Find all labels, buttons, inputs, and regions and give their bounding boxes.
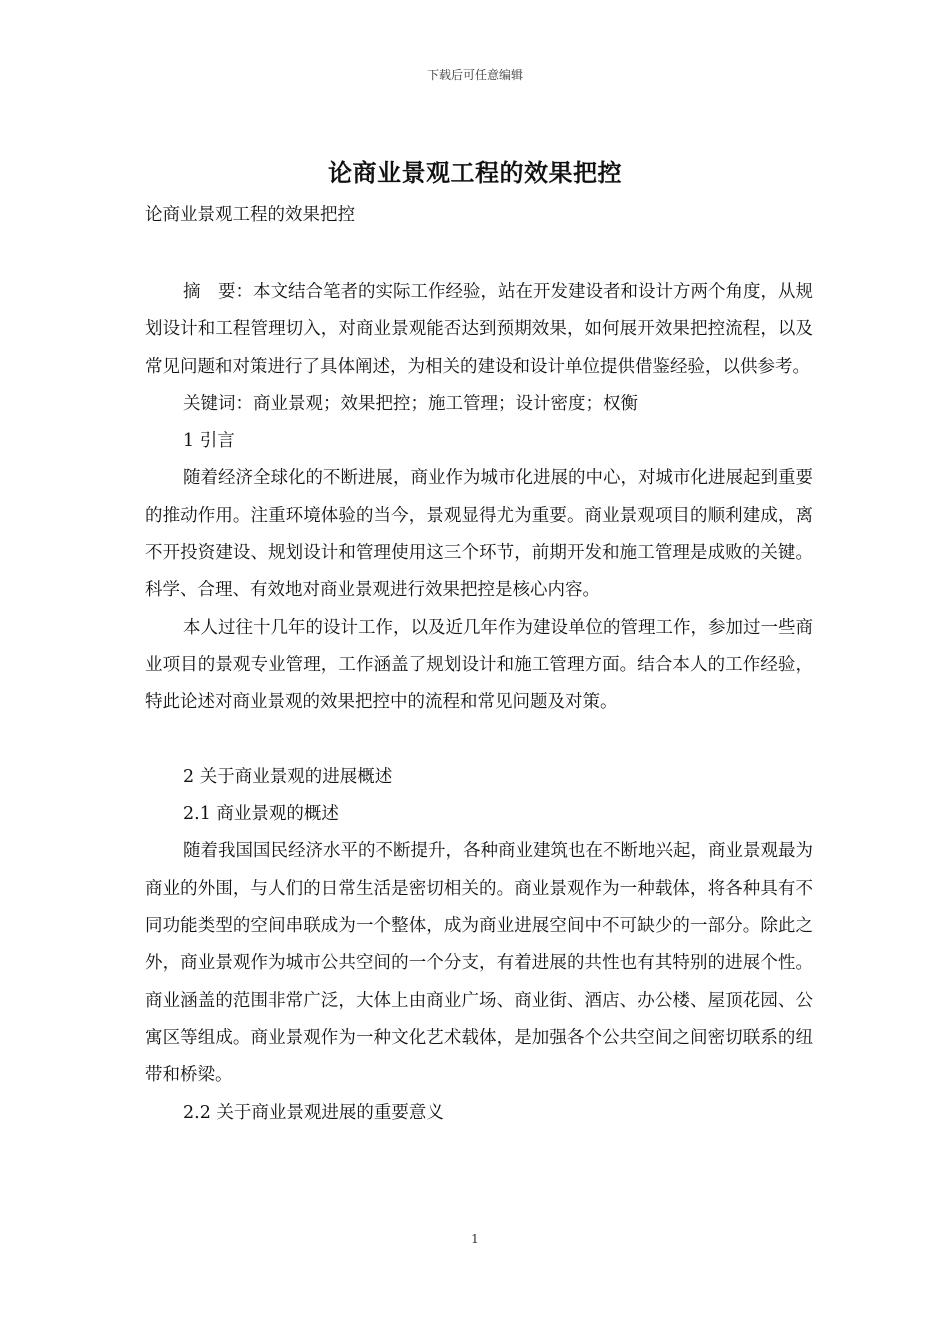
- document-title: 论商业景观工程的效果把控: [328, 159, 622, 187]
- document-body: [145, 274, 813, 1132]
- abstract-paragraph: 摘 要：本文结合笔者的实际工作经验，站在开发建设者和设计方两个角度，从规划设计和工程管理切入，对商业景观能否达到预期效果，如何展开效果把控流程，以及常见问题和对策进行了具体阐述，为相关的建设和设计单位提供借鉴经验，以供参考。: [145, 282, 813, 377]
- body-paragraph: 随着我国国民经济水平的不断提升，各种商业建筑也在不断地兴起，商业景观最为商业的外围，与人们的日常生活是密切相关的。商业景观作为一种载体，将各种具有不同功能类型的空间串联成为一个整体，成为商业进展空间中不可缺少的一部分。除此之外，商业景观作为城市公共空间的一个分支，有着进展的共性也有其特别的进展个性。商业涵盖的范围非常广泛，大体上由商业广场、商业街、酒店、办公楼、屋顶花园、公寓区等组成。商业景观作为一种文化艺术载体，是加强各个公共空间之间密切联系的纽带和桥梁。: [145, 841, 813, 1086]
- keywords-paragraph: 关键词：商业景观；效果把控；施工管理；设计密度；权衡: [183, 393, 638, 414]
- section-heading: 1 引言: [183, 431, 235, 452]
- page-number: 1: [471, 1232, 479, 1246]
- subsection-heading: 2.2 关于商业景观进展的重要意义: [183, 1102, 444, 1123]
- body-paragraph: 随着经济全球化的不断进展，商业作为城市化进展的中心，对城市化进展起到重要的推动作用。注重环境体验的当今，景观显得尤为重要。商业景观项目的顺利建成，离不开投资建设、规划设计和管理使用这三个环节，前期开发和施工管理是成败的关键。科学、合理、有效地对商业景观进行效果把控是核心内容。: [145, 468, 813, 601]
- paragraph-gap: [145, 722, 813, 759]
- document-subtitle: 论商业景观工程的效果把控: [145, 205, 355, 225]
- body-paragraph: 本人过往十几年的设计工作，以及近几年作为建设单位的管理工作，参加过一些商业项目的景观专业管理，工作涵盖了规划设计和施工管理方面。结合本人的工作经验，特此论述对商业景观的效果把控中的流程和常见问题及对策。: [145, 617, 813, 713]
- subsection-heading: 2.1 商业景观的概述: [183, 804, 339, 825]
- header-note: 下载后可任意编辑: [426, 68, 523, 82]
- section-heading: 2 关于商业景观的进展概述: [183, 766, 393, 787]
